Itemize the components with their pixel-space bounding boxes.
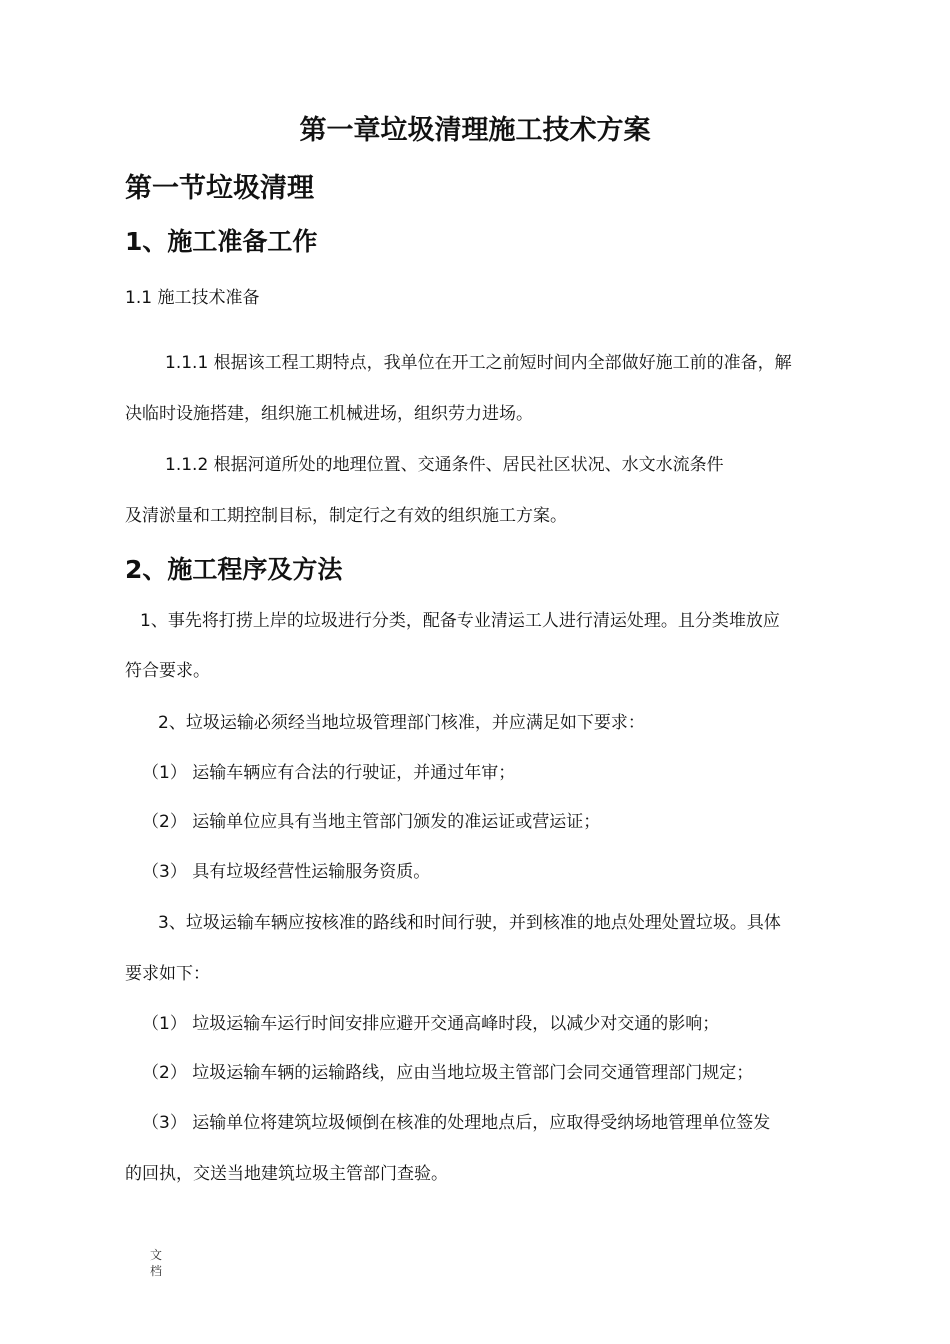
subheading-1-1: 1.1 施工技术准备 <box>125 288 260 308</box>
paragraph-1-1-2-line1: 1.1.2 根据河道所处的地理位置、交通条件、居民社区状况、水文水流条件 <box>165 455 724 475</box>
heading-2: 2、施工程序及方法 <box>125 555 343 584</box>
paragraph-1-1-1-line2: 决临时设施搭建，组织施工机械进场，组织劳力进场。 <box>125 404 533 424</box>
item1-line2: 符合要求。 <box>125 661 210 681</box>
item3-sub3-line2: 的回执，交送当地建筑垃圾主管部门查验。 <box>125 1164 448 1184</box>
paragraph-1-1-2-line2: 及清淤量和工期控制目标，制定行之有效的组织施工方案。 <box>125 506 567 526</box>
item1-line1: 1、事先将打捞上岸的垃圾进行分类，配备专业清运工人进行清运处理。且分类堆放应 <box>140 611 780 631</box>
item3-sub2: （2） 垃圾运输车辆的运输路线，应由当地垃圾主管部门会同交通管理部门规定； <box>142 1063 754 1083</box>
chapter-title: 第一章垃圾清理施工技术方案 <box>299 115 651 146</box>
page-footer: 文档 <box>149 1248 162 1278</box>
paragraph-1-1-1-line1: 1.1.1 根据该工程工期特点，我单位在开工之前短时间内全部做好施工前的准备，解 <box>165 353 792 373</box>
item2-sub1: （1） 运输车辆应有合法的行驶证，并通过年审； <box>142 763 516 783</box>
section-heading: 第一节垃圾清理 <box>125 173 314 204</box>
heading-1: 1、施工准备工作 <box>125 227 318 256</box>
item2: 2、垃圾运输必须经当地垃圾管理部门核准，并应满足如下要求： <box>158 713 645 733</box>
item2-sub3: （3） 具有垃圾经营性运输服务资质。 <box>142 862 431 882</box>
item3-sub1: （1） 垃圾运输车运行时间安排应避开交通高峰时段，以减少对交通的影响； <box>142 1014 720 1034</box>
item3-line1: 3、垃圾运输车辆应按核准的路线和时间行驶，并到核准的地点处理处置垃圾。具体 <box>158 913 781 933</box>
item3-sub3-line1: （3） 运输单位将建筑垃圾倾倒在核准的处理地点后，应取得受纳场地管理单位签发 <box>142 1113 771 1133</box>
item2-sub2: （2） 运输单位应具有当地主管部门颁发的准运证或营运证； <box>142 812 601 832</box>
item3-line2: 要求如下： <box>125 964 210 984</box>
